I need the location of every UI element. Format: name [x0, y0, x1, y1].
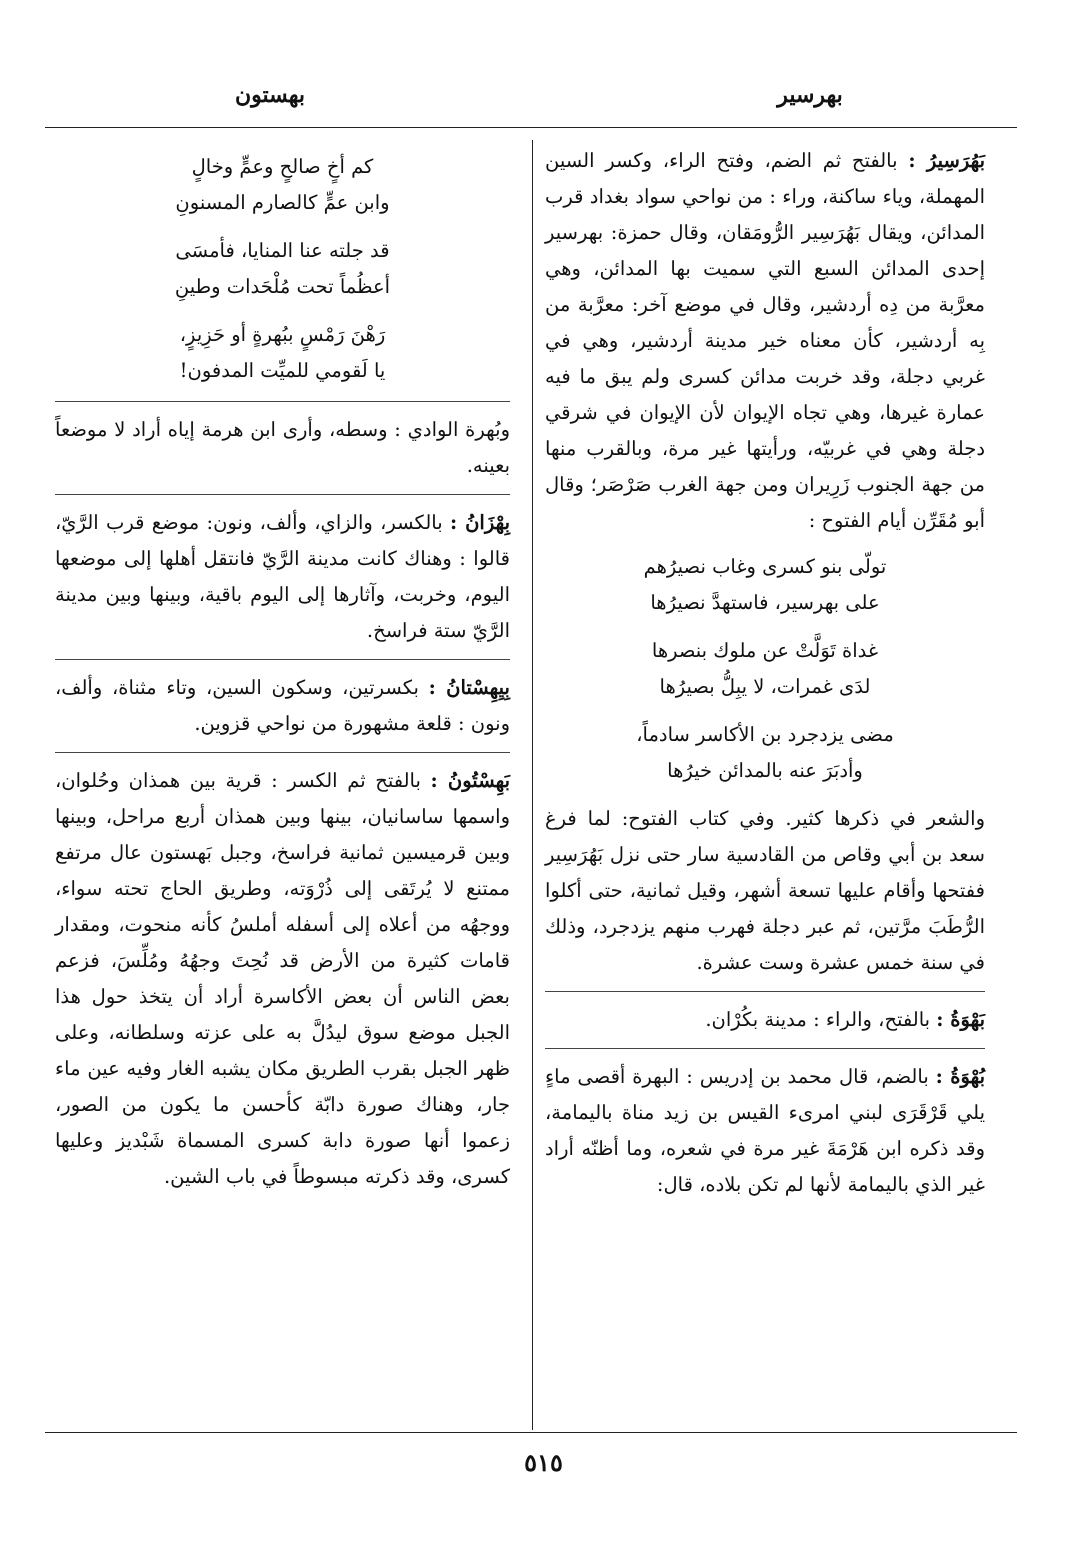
headword: بِهْزَانُ : — [449, 511, 510, 534]
column-divider — [532, 140, 533, 1430]
entry-continuation: وبُهرة الوادي : وسطه، وأرى ابن هرمة إياه أراد لا موضعاً بعينه. — [55, 418, 510, 477]
entry-text: بكسرتين، وسكون السين، وتاء مثناة، وألف، ونون : قلعة مشهورة من نواحي قزوين. — [55, 676, 510, 735]
verse-line: قد جلته عنا المنايا، فأمسَى — [175, 239, 390, 262]
verse-block — [55, 233, 510, 305]
verse-line: مضى يزدجرد بن الأكاسر سادماً، — [636, 723, 894, 746]
entry-continuation: والشعر في ذكرها كثير. وفي كتاب الفتوح: لما فرغ سعد بن أبي وقاص من القادسية سار حتى نزل بَهُرَسِير ففتحها وأقام عليها تسعة أشهر، وقيل ثمانية، حتى أكلوا الرُّطَبَ مرَّتين، ثم عبر دجلة فهرب منهم يزدجرد، وذلك في سنة خمس عشرة وست عشرة. — [545, 807, 985, 974]
page-number: ٥١٥ — [524, 1448, 563, 1477]
verse-line: وابن عمٍّ كالصارم المسنونِ — [175, 191, 390, 214]
verse-line: أعظُماً تحت مُلْحَدات وطينِ — [174, 275, 391, 298]
footer-rule — [45, 1432, 1017, 1433]
entry-separator — [55, 752, 510, 753]
entry-buhwa — [545, 1059, 985, 1203]
headword: بَهُرَسِيرُ : — [908, 149, 985, 172]
verse-block — [55, 317, 510, 389]
entry-text: بالفتح ثم الكسر : قرية بين همذان وحُلوان، واسمها ساسانيان، بينها وبين همذان أربع مراحل، وبينها وبين قرميسين ثمانية فراسخ، وجبل بَهستون عال مرتفع ممتنع لا يُرتَقى إلى ذُرْوَته، وطريق الحاج تحته سواء، ووجهُه من أعلاه إلى أسفله أملسُ كأنه منحوت، ومقدار قامات كثيرة من الأرض قد نُحِتَ وجهُهُ ومُلِّسَ، فزعم بعض الناس أن بعض الأكاسرة أراد أن يتخذ حول هذا الجبل موضع سوق ليدُلَّ به على عزته وسلطانه، وعلى ظهر الجبل بقرب الطريق مكان يشبه الغار وفيه عين ماء جار، وهناك صورة دابّة كأحسن ما يكون من الصور، زعموا أنها صورة دابة كسرى المسماة شَبْديز وعليها كسرى، وقد ذكرته مبسوطاً في باب الشين. — [55, 769, 510, 1188]
headword: بُهْوَةُ : — [935, 1065, 985, 1088]
entry-text: بالفتح، والراء : مدينة بكُرْان. — [705, 1008, 931, 1031]
entry-separator — [55, 494, 510, 495]
entry-separator — [545, 991, 985, 992]
entry-bahistun — [55, 763, 510, 1195]
verse-block — [545, 717, 985, 789]
verse-line: تولّى بنو كسرى وغاب نصيرُهم — [643, 555, 887, 578]
entry-text: بالضم، قال محمد بن إدريس : البهرة أقصى ماءٍ يلي قَرْقَرَى لبني امرىء القيس بن زيد مناة باليمامة، وقد ذكره ابن هَرْمَةَ غير مرة في شعره، وما أظنّه أراد غير الذي باليمامة لأنها لم تكن بلاده، قال: — [545, 1065, 985, 1196]
entry-bihistan — [55, 670, 510, 742]
entry-bahurasir — [545, 143, 985, 539]
entry-bahwa — [545, 1002, 985, 1038]
verse-block — [55, 149, 510, 221]
verse-line: رَهْنَ رَمْسٍ ببُهرةٍ أو حَزِيزٍ، — [179, 323, 386, 346]
verse-block — [545, 549, 985, 621]
entry-separator — [55, 659, 510, 660]
right-column — [545, 143, 985, 1213]
verse-block — [545, 633, 985, 705]
running-head-right: بهرسير — [777, 82, 843, 108]
headword: بِيِهِسْتانُ : — [428, 676, 510, 699]
entry-bihzan — [55, 505, 510, 649]
left-column — [55, 143, 510, 1205]
running-head-left: بهستون — [234, 82, 306, 108]
verse-line: على بهرسير، فاستهدَّ نصيرُها — [650, 591, 880, 614]
headword: بَهْوَةُ : — [936, 1008, 985, 1031]
entry-text: بالكسر، والزاي، وألف، ونون: موضع قرب الرَّيّ، قالوا : وهناك كانت مدينة الرَّيّ فانتقل أهلها إلى موضعها اليوم، وخربت، وآثارها إلى اليوم باقية، وبينها وبين مدينة الرَّيّ ستة فراسخ. — [55, 511, 510, 642]
entry-text: بالفتح ثم الضم، وفتح الراء، وكسر السين المهملة، وياء ساكنة، وراء : من نواحي سواد بغداد قرب المدائن، ويقال بَهُرَسِير الرُّومَقان، وقال حمزة: بهرسير إحدى المدائن السبع التي سميت بها المدائن، وهي معرَّبة من دِه أردشير، وقال في موضع آخر: معرَّبة من بِه أردشير، كأن معناه خير مدينة أردشير، وهي في غربي دجلة، وقد خربت مدائن كسرى ولم يبق ما فيه عمارة غيرها، وهي تجاه الإيوان لأن الإيوان في شرقي دجلة وهي في غربيّه، ورأيتها غير مرة، وبالقرب منها من جهة الجنوب زَرِيران ومن جهة الغرب صَرْصَر؛ وقال أبو مُقَرِّن أيام الفتوح : — [545, 149, 985, 532]
verse-line: لدَى غمرات، لا يبِلُّ بصيرُها — [659, 675, 871, 698]
entry-separator — [545, 1048, 985, 1049]
verse-line: غداة تَوَلَّتْ عن ملوك بنصرها — [651, 639, 879, 662]
verse-line: كم أخٍ صالحٍ وعمٍّ وخالٍ — [191, 155, 374, 178]
header-rule — [45, 127, 1017, 128]
headword: بَهِسْتُونُ : — [430, 769, 511, 792]
verse-line: يا لَقومي للميِّت المدفون! — [179, 359, 386, 382]
verse-line: وأدبَرَ عنه بالمدائن خيرُها — [667, 759, 863, 782]
entry-separator — [55, 401, 510, 402]
